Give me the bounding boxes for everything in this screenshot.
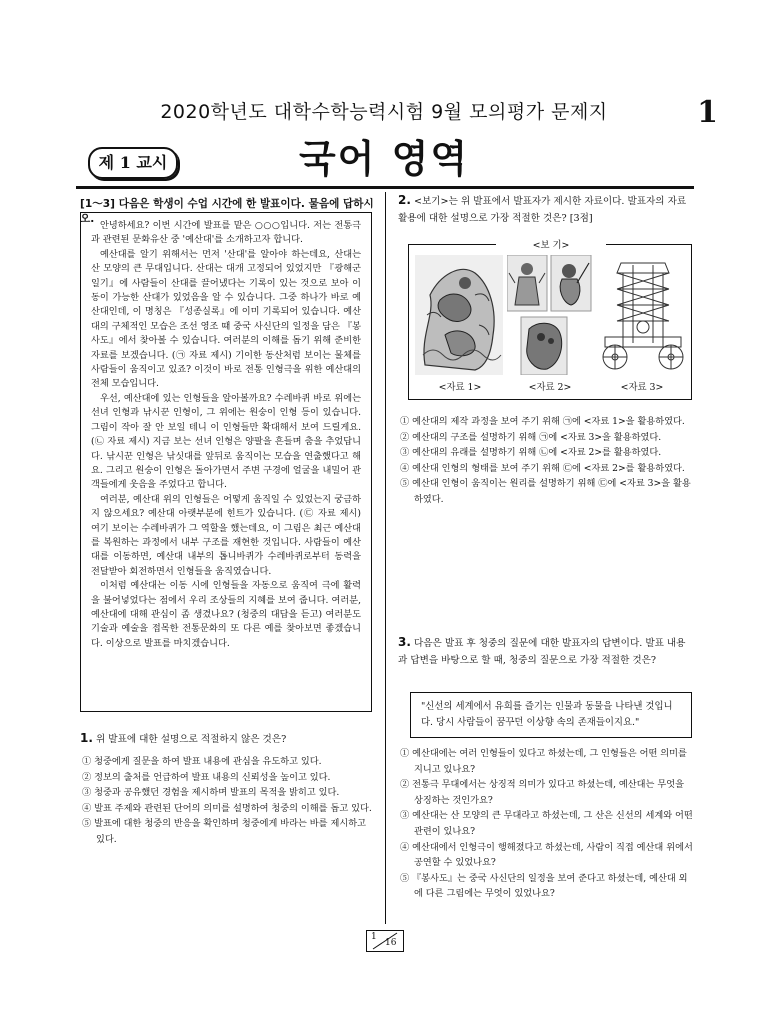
q2-option-list: [398, 414, 694, 508]
option[interactable]: ① 예산대에는 여러 인형들이 있다고 하셨는데, 그 인형들은 어떤 의미를 지니고 있나요?: [400, 748, 687, 775]
question-2: [398, 192, 694, 227]
option[interactable]: ④ 예산대에서 인형극이 행해졌다고 하셨는데, 사람이 직접 예산대 위에서 공연할 수 있었나요?: [400, 841, 693, 869]
session-badge: 제 1 교시: [88, 147, 178, 179]
question-3: [398, 634, 694, 669]
passage-paragraph: 이처럼 예산대는 이동 시에 인형들을 자동으로 움직여 극에 활력을 불어넣었다는 점에서 우리 조상들의 지혜를 보여 줍니다. 여러분, 예산대에 대해 관심이 좀 생겼나요? (청중의 대답을 듣고) 여러분도 기술과 예술을 접목한 전통문화의 또 다른 예를 찾아보면 좋겠습니다. 이상으로 발표를 마치겠습니다.: [91, 580, 361, 649]
option[interactable]: ⑤ 『봉사도』는 중국 사신단의 일정을 보여 준다고 하셨는데, 예산대 외에 다른 그림에는 무엇이 있었나요?: [400, 872, 688, 900]
option[interactable]: ② 정보의 출처를 언급하여 발표 내용의 신뢰성을 높이고 있다.: [82, 771, 331, 783]
question-number: 3.: [398, 635, 411, 649]
option[interactable]: ② 전통극 무대에서는 상징적 의미가 있다고 하셨는데, 예산대는 무엇을 상징하는 것인가요?: [400, 779, 684, 806]
option[interactable]: ④ 발표 주제와 관련된 단어의 의미를 설명하여 청중의 이해를 돕고 있다.: [82, 802, 372, 814]
bogi-box: [408, 244, 692, 400]
option[interactable]: ⑤ 예산대 인형이 움직이는 원리를 설명하기 위해 ㉢에 <자료 3>을 활용하였다.: [400, 478, 691, 505]
option[interactable]: ⑤ 발표에 대한 청중의 반응을 확인하며 청중에게 바라는 바를 제시하고 있다.: [82, 818, 366, 845]
figure-1-image: [415, 255, 503, 375]
question-number: 1.: [80, 731, 93, 745]
figure-2-image: [507, 255, 593, 375]
option[interactable]: ③ 예산대는 산 모양의 큰 무대라고 하셨는데, 그 산은 신선의 세계와 어떤 관련이 있나요?: [400, 810, 693, 837]
page-indicator: [366, 930, 404, 952]
page-current: 1: [371, 932, 377, 942]
question-stem: 다음은 발표 후 청중의 질문에 대한 발표자의 답변이다. 발표 내용과 답변을 바탕으로 할 때, 청중의 질문으로 가장 적절한 것은?: [398, 638, 686, 666]
bogi-label: <보 기>: [496, 237, 606, 251]
option[interactable]: ② 예산대의 구조를 설명하기 위해 ㉠에 <자료 3>을 활용하였다.: [400, 431, 662, 443]
option[interactable]: ③ 예산대의 유래를 설명하기 위해 ㉡에 <자료 2>를 활용하였다.: [400, 447, 662, 459]
option[interactable]: ④ 예산대 인형의 형태를 보여 주기 위해 ㉢에 <자료 2>를 활용하였다.: [400, 462, 685, 474]
option[interactable]: ③ 청중과 공유했던 경험을 제시하며 발표의 목적을 밝히고 있다.: [82, 787, 340, 799]
question-stem: <보기>는 위 발표에서 발표자가 제시한 자료이다. 발표자의 자료 활용에 대한 설명으로 가장 적절한 것은? [3점]: [398, 196, 687, 224]
exam-title: 2020학년도 대학수학능력시험 9월 모의평가 문제지: [160, 101, 608, 123]
header-rule: [76, 186, 694, 189]
page-total: 16: [385, 938, 397, 948]
passage-paragraph: 우선, 예산대에 있는 인형들을 알아볼까요? 수레바퀴 바로 위에는 선녀 인형과 낚시꾼 인형이, 그 위에는 원숭이 인형 등이 있습니다. 그림이 작아 잘 안 보일 테니 이 인형들만 확대해서 보여 드릴게요. (㉡ 자료 제시) 지금 보는 선녀 인형은 양팔을 흔들며 춤을 추었답니다. 낚시꾼 인형은 낚싯대를 앞뒤로 움직이는 모습을 연출했다고 해요. 그리고 원숭이 인형은 돌아가면서 주변 구경에 얼굴을 내밀어 관객들에게 웃음을 주었다고 합니다.: [91, 392, 361, 491]
column-divider: [385, 192, 386, 924]
question-stem: 위 발표에 대한 설명으로 적절하지 않은 것은?: [95, 734, 287, 745]
figure-3-caption: <자료 3>: [620, 382, 664, 393]
answer-quote-box: "신선의 세계에서 유희를 즐기는 인물과 동물을 나타낸 것입니다. 당시 사람들이 꿈꾸던 이상향 속의 존재들이지요.": [410, 692, 692, 738]
option[interactable]: ① 예산대의 제작 과정을 보여 주기 위해 ㉠에 <자료 1>을 활용하였다.: [400, 416, 685, 427]
figure-2-caption: <자료 2>: [528, 382, 572, 393]
passage-paragraph: 안녕하세요? 이번 시간에 발표를 맡은 ○○○입니다. 저는 전통극과 관련된 문화유산 중 '예산대'를 소개하고자 합니다.: [91, 220, 361, 246]
option[interactable]: ① 청중에게 질문을 하여 발표 내용에 관심을 유도하고 있다.: [82, 756, 322, 767]
passage-paragraph: 여러분, 예산대 위의 인형들은 어떻게 움직일 수 있었는지 궁금하지 않으세요? 예산대 아랫부분에 힌트가 있습니다. (㉢ 자료 제시) 여기 보이는 수레바퀴가 그 역할을 했는데요, 이 그림은 최근 예산대를 복원하는 과정에서 내부 구조를 재현한 것입니다. 사람들이 예산대를 이동하면, 예산대 내부의 톱니바퀴가 수레바퀴로부터 동력을 전달받아 회전하면서 인형들을 움직였습니다.: [91, 493, 361, 577]
passage-paragraph: 예산대를 알기 위해서는 먼저 '산대'를 알아야 하는데요, 산대는 산 모양의 큰 무대입니다. 산대는 대개 고정되어 있었지만 『광해군일기』에 사람들이 산대를 끌어냈다는 기록이 있는 것으로 보아 이동이 가능한 산대가 있었음을 알 수 있습니다. 그중 하나가 바로 예산대인데, 이 명칭은 『성종실록』에 이미 기록되어 있습니다. 예산대의 구체적인 모습은 조선 영조 때 중국 사신단의 일정을 담은 『봉사도』에서 찾아볼 수 있습니다. 여러분의 이해를 돕기 위해 준비한 자료를 보겠습니다. (㉠ 자료 제시) 기이한 동산처럼 보이는 물체를 사람들이 움직이고 있죠? 이것이 바로 전통 인형극을 위한 예산대의 전체 모습입니다.: [91, 248, 361, 390]
question-1: [80, 730, 374, 848]
question-number: 2.: [398, 193, 411, 207]
passage-box: [80, 212, 372, 712]
subject-title: 국어 영역: [298, 137, 470, 181]
figure-1-caption: <자료 1>: [438, 382, 482, 393]
figure-3-image: [599, 253, 687, 375]
option-list: [80, 754, 374, 848]
page-number: 1: [697, 95, 718, 130]
q3-option-list: [398, 746, 694, 902]
instruction: [1～3] 다음은 학생이 수업 시간에 한 발표이다. 물음에 답하시오.: [80, 198, 374, 225]
